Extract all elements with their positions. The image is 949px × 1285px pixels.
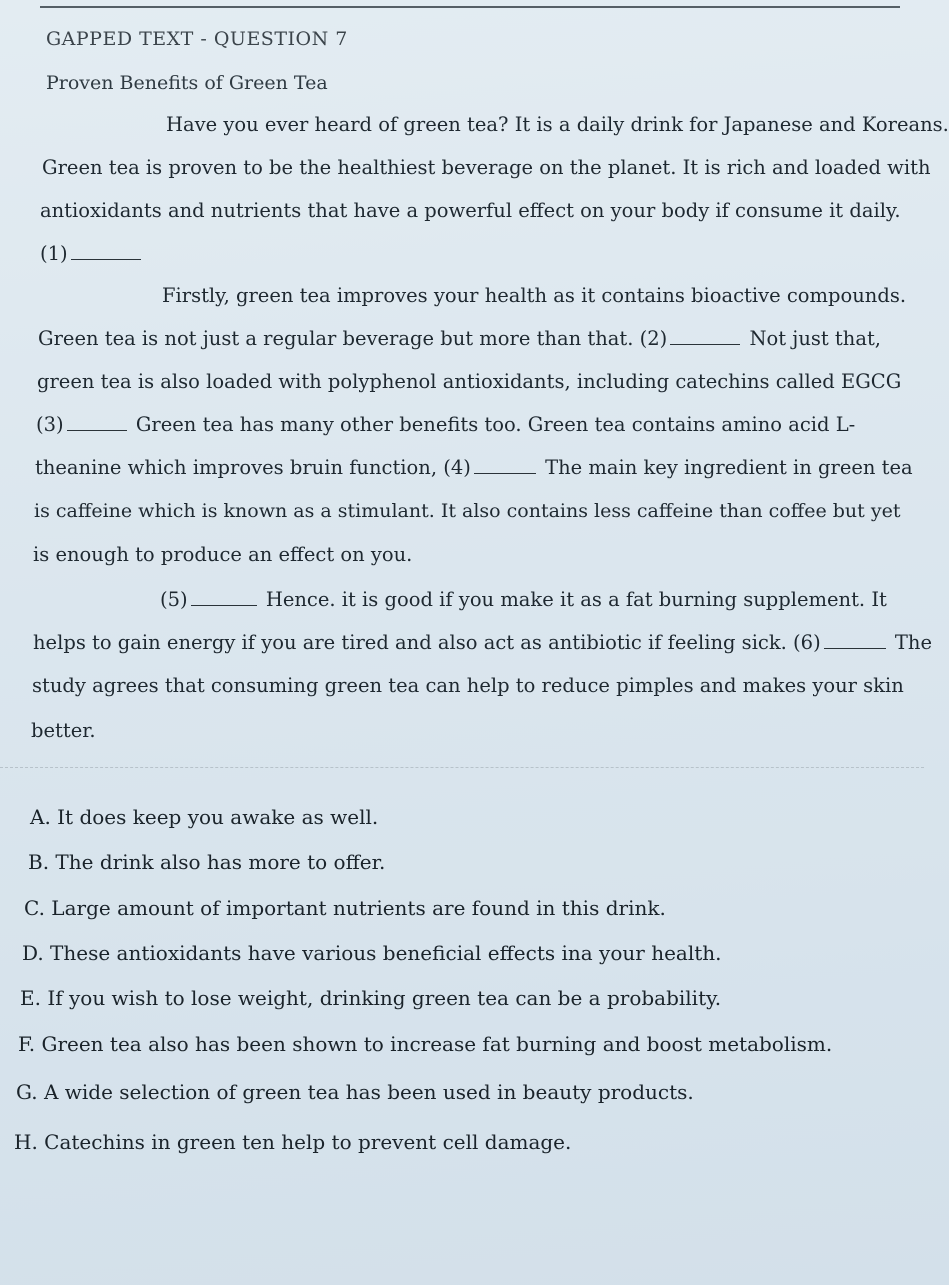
passage-text: theanine which improves bruin function, (4) <box>35 456 471 479</box>
passage-text: The main key ingredient in green tea <box>545 456 913 479</box>
passage-line: is enough to produce an effect on you. <box>33 543 413 566</box>
passage-line: Firstly, green tea improves your health as it contains bioactive compounds. <box>162 284 907 307</box>
option-h[interactable]: H. Catechins in green ten help to prevent cell damage. <box>14 1130 572 1154</box>
gap-5-line <box>160 588 887 611</box>
passage-line: Green tea is proven to be the healthiest beverage on the planet. It is rich and loaded with <box>42 156 931 179</box>
gap-blank-2[interactable] <box>670 343 740 345</box>
gap-2-line <box>38 327 881 350</box>
gap-blank-5[interactable] <box>191 604 257 606</box>
option-e[interactable]: E. If you wish to lose weight, drinking green tea can be a probability. <box>20 986 722 1010</box>
passage-line: antioxidants and nutrients that have a powerful effect on your body if consume it daily. <box>40 199 901 222</box>
option-c[interactable]: C. Large amount of important nutrients are found in this drink. <box>24 896 666 920</box>
gap-4-line <box>35 456 913 479</box>
gap-blank-4[interactable] <box>474 472 536 474</box>
gap-1-line <box>40 242 144 265</box>
passage-line: Have you ever heard of green tea? It is a daily drink for Japanese and Koreans. <box>166 113 949 136</box>
passage-title: Proven Benefits of Green Tea <box>46 72 328 94</box>
passage-line: green tea is also loaded with polyphenol antioxidants, including catechins called EGCG <box>37 370 902 393</box>
gap-blank-6[interactable] <box>824 647 886 649</box>
option-b[interactable]: B. The drink also has more to offer. <box>28 850 386 874</box>
gap-number-5: (5) <box>160 588 188 611</box>
passage-line: is caffeine which is known as a stimulant. It also contains less caffeine than coffee but yet <box>34 500 901 522</box>
gap-blank-1[interactable] <box>71 258 141 260</box>
gap-blank-3[interactable] <box>67 429 127 431</box>
gap-number-3: (3) <box>36 413 64 436</box>
passage-text: The <box>894 631 932 654</box>
option-d[interactable]: D. These antioxidants have various beneficial effects ina your health. <box>22 941 722 965</box>
gap-3-line <box>36 413 855 436</box>
question-heading: GAPPED TEXT - QUESTION 7 <box>46 28 348 50</box>
option-f[interactable]: F. Green tea also has been shown to increase fat burning and boost metabolism. <box>18 1032 833 1056</box>
option-g[interactable]: G. A wide selection of green tea has been used in beauty products. <box>16 1080 694 1104</box>
top-rule <box>40 6 900 8</box>
passage-text: Green tea is not just a regular beverage but more than that. (2) <box>38 327 668 350</box>
passage-text: helps to gain energy if you are tired and also act as antibiotic if feeling sick. (6) <box>33 631 821 654</box>
passage-text: Green tea has many other benefits too. Green tea contains amino acid L- <box>135 413 856 436</box>
passage-line: better. <box>31 719 96 742</box>
gap-6-line <box>33 631 932 654</box>
passage-text: Hence. it is good if you make it as a fat burning supplement. It <box>265 588 887 611</box>
option-a[interactable]: A. It does keep you awake as well. <box>30 805 379 829</box>
gap-number-1: (1) <box>40 242 68 265</box>
passage-text: Not just that, <box>749 327 881 350</box>
passage-line: study agrees that consuming green tea can help to reduce pimples and makes your skin <box>32 674 904 697</box>
separator <box>0 767 924 768</box>
